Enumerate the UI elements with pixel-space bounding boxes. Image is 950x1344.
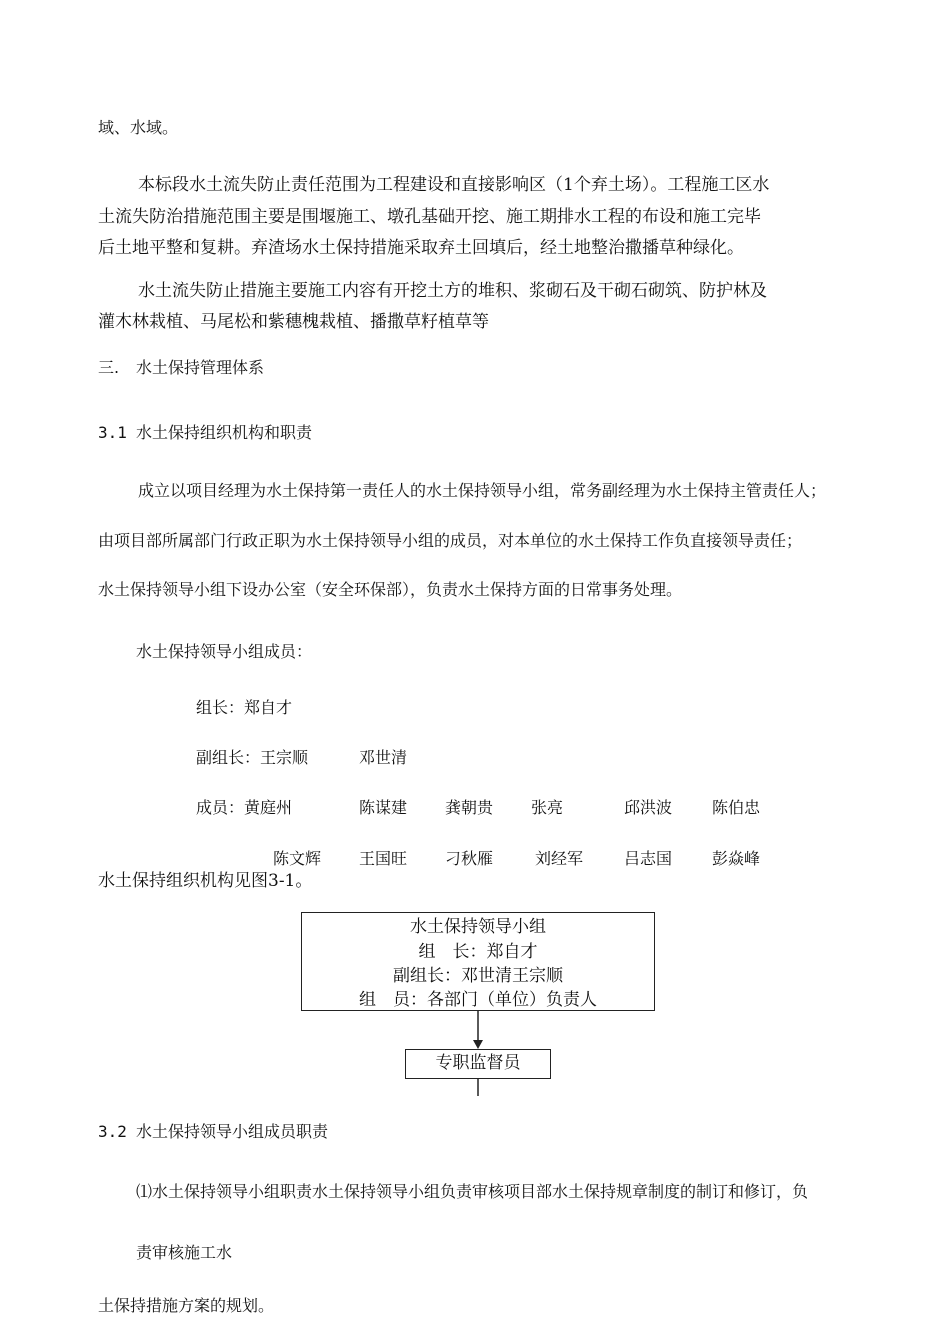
text-line: 由项目部所属部门行政正职为水土保持领导小组的成员，对本单位的水土保持工作负直接领导责任； bbox=[98, 531, 803, 550]
section-number: 3.2 bbox=[98, 1122, 127, 1141]
org-chart-box-line: 水土保持领导小组 bbox=[410, 917, 546, 937]
deputy-leader: 副组长：王宗顺 bbox=[196, 748, 309, 767]
member-name: 张亮 bbox=[531, 798, 564, 817]
text-line: 水土保持领导小组下设办公室（安全环保部），负责水土保持方面的日常事务处理。 bbox=[98, 580, 683, 599]
text-line: 域、水域。 bbox=[98, 118, 179, 137]
section-title: 水土保持组织机构和职责 bbox=[136, 423, 313, 442]
text-line: 后土地平整和复耕。弃渣场水土保持措施采取弃土回填后，经土地整治撒播草种绿化。 bbox=[98, 238, 744, 258]
section-number: 三. bbox=[98, 358, 120, 377]
org-chart-box-line: 组 长：郑自才 bbox=[418, 942, 538, 962]
deputy-leader-2: 邓世清 bbox=[359, 748, 408, 767]
member-name: 刘经军 bbox=[535, 849, 584, 868]
member-name: 王国旺 bbox=[359, 849, 408, 868]
member-name: 陈文辉 bbox=[273, 849, 322, 868]
member-name: 陈谋建 bbox=[359, 798, 408, 817]
member-name: 龚朝贵 bbox=[445, 798, 494, 817]
text-line: 土保持措施方案的规划。 bbox=[98, 1296, 275, 1315]
org-chart-box-line: 组 员：各部门（单位）负责人 bbox=[359, 990, 597, 1010]
text-line: ⑴水土保持领导小组职责水土保持领导小组负责审核项目部水土保持规章制度的制订和修订，负 bbox=[136, 1182, 809, 1201]
text-line: 责审核施工水 bbox=[136, 1243, 233, 1262]
member-name: 陈伯忠 bbox=[712, 798, 761, 817]
section-number: 3.1 bbox=[98, 423, 127, 442]
member-name: 刁秋雁 bbox=[445, 849, 494, 868]
member-name: 邱洪波 bbox=[624, 798, 673, 817]
org-chart-box-line: 副组长：邓世清王宗顺 bbox=[393, 966, 563, 986]
member-name: 彭焱峰 bbox=[712, 849, 761, 868]
section-title: 水土保持管理体系 bbox=[136, 358, 265, 377]
text-line: 本标段水土流失防止责任范围为工程建设和直接影响区（1个弃土场）。工程施工区水 bbox=[138, 175, 770, 195]
section-title: 水土保持领导小组成员职责 bbox=[136, 1122, 329, 1141]
figure-reference: 水土保持组织机构见图3-1。 bbox=[98, 871, 313, 891]
text-line: 土流失防治措施范围主要是围堰施工、墩孔基础开挖、施工期排水工程的布设和施工完毕 bbox=[98, 207, 761, 227]
org-chart-supervisor-box: 专职监督员 bbox=[405, 1049, 551, 1079]
text-line: 成立以项目经理为水土保持第一责任人的水土保持领导小组，常务副经理为水土保持主管责任人； bbox=[138, 481, 827, 500]
member-name: 吕志国 bbox=[624, 849, 673, 868]
members-heading: 水土保持领导小组成员： bbox=[136, 642, 313, 661]
text-line: 灌木林栽植、马尾松和紫穗槐栽植、播撒草籽植草等 bbox=[98, 312, 489, 332]
text-line: 水土流失防止措施主要施工内容有开挖土方的堆积、浆砌石及干砌石砌筑、防护林及 bbox=[138, 281, 767, 301]
member-name: 成员：黄庭州 bbox=[196, 798, 293, 817]
leader: 组长：郑自才 bbox=[196, 698, 293, 717]
